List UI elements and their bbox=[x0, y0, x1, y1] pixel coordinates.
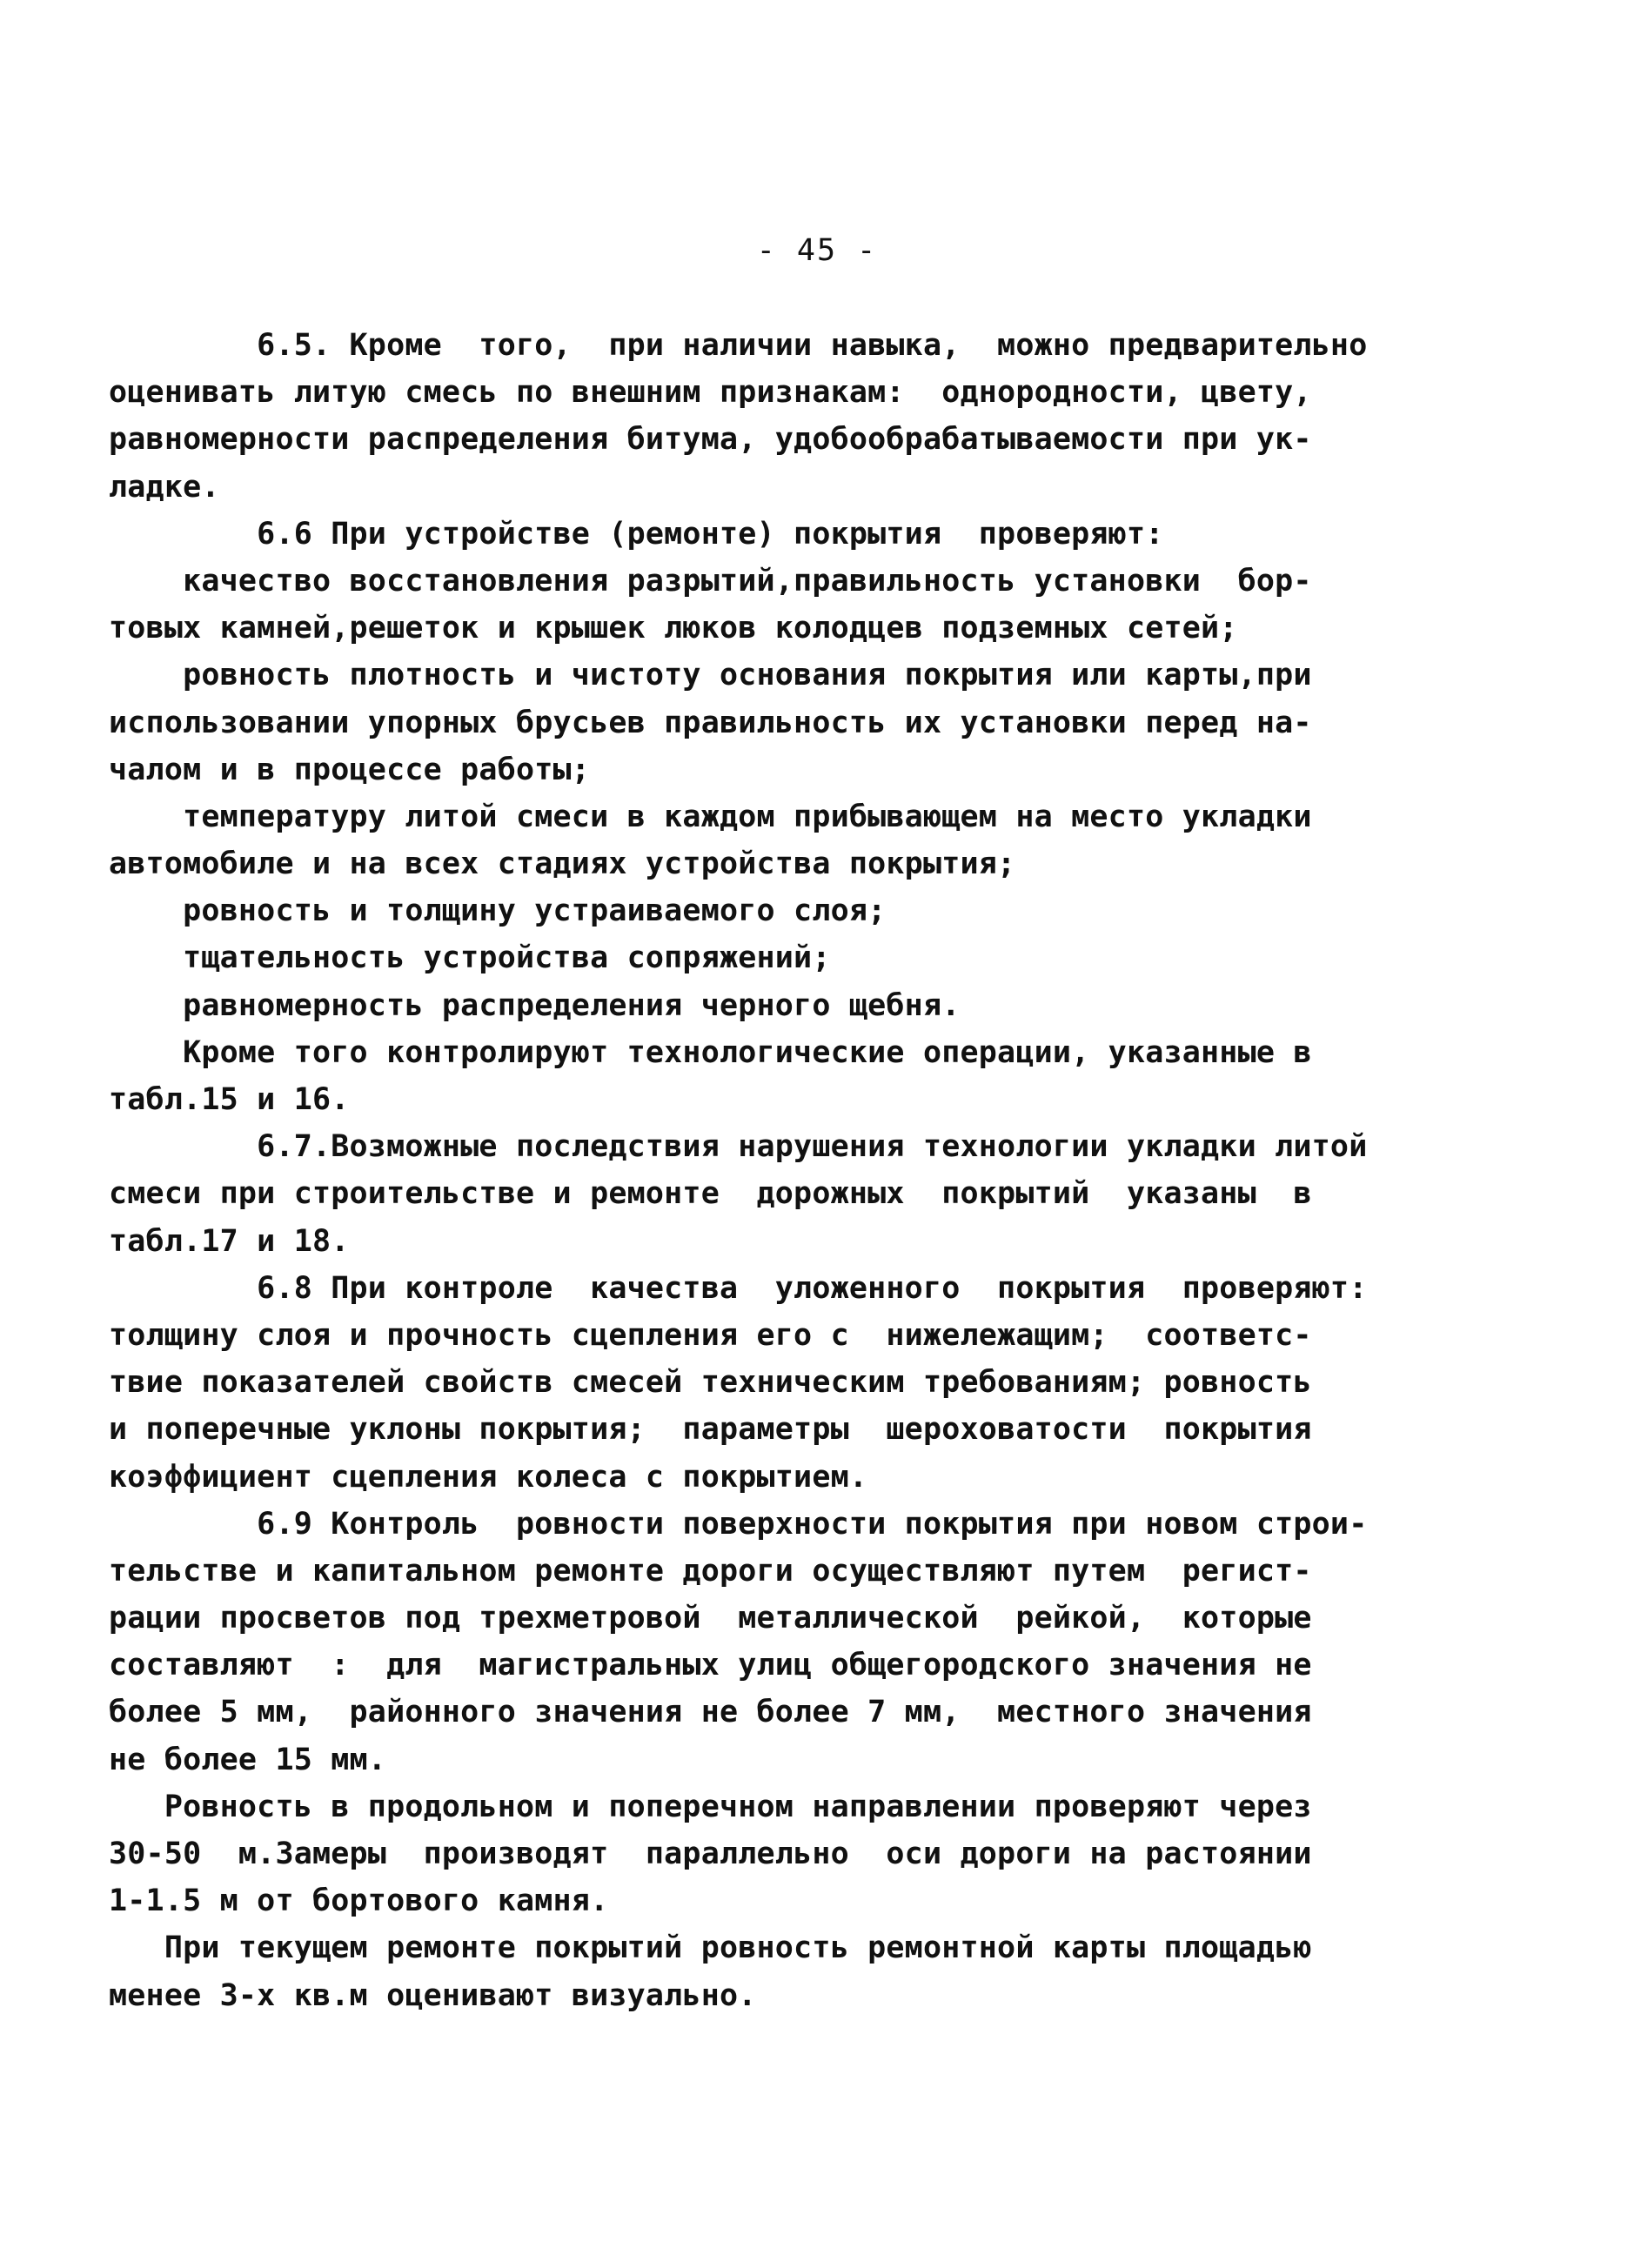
text-line: не более 15 мм. bbox=[109, 1742, 387, 1777]
text-line: равномерность распределения черного щебня. bbox=[109, 987, 961, 1023]
text-line: 6.8 При контроле качества уложенного покрытия проверяют: bbox=[109, 1270, 1368, 1306]
text-line: ровность плотность и чистоту основания покрытия или карты,при bbox=[109, 658, 1312, 693]
text-line: тщательность устройства сопряжений; bbox=[109, 940, 831, 976]
text-line: При текущем ремонте покрытий ровность ремонтной карты площадью bbox=[109, 1930, 1312, 1966]
text-line: 30-50 м.Замеры производят параллельно оси дороги на растоянии bbox=[109, 1836, 1312, 1871]
text-line: более 5 мм, районного значения не более 7 мм, местного значения bbox=[109, 1695, 1312, 1730]
text-line: рации просветов под трехметровой металлической рейкой, которые bbox=[109, 1601, 1312, 1636]
text-line: и поперечные уклоны покрытия; параметры шероховатости покрытия bbox=[109, 1412, 1312, 1448]
page-number: - 45 - bbox=[756, 233, 878, 268]
body-text bbox=[109, 322, 1368, 2019]
text-line: табл.15 и 16. bbox=[109, 1082, 350, 1117]
text-line: качество восстановления разрытий,правильность установки бор- bbox=[109, 563, 1312, 599]
text-line: автомобиле и на всех стадиях устройства покрытия; bbox=[109, 846, 1016, 882]
text-line: равномерности распределения битума, удобообрабатываемости при ук- bbox=[109, 422, 1312, 458]
text-line: Ровность в продольном и поперечном направлении проверяют через bbox=[109, 1789, 1312, 1824]
text-line: смеси при строительстве и ремонте дорожных покрытий указаны в bbox=[109, 1176, 1312, 1212]
text-line: 6.5. Кроме того, при наличии навыка, можно предварительно bbox=[109, 328, 1368, 363]
text-line: составляют : для магистральных улиц общегородского значения не bbox=[109, 1648, 1312, 1683]
text-line: тельстве и капитальном ремонте дороги осуществляют путем регист- bbox=[109, 1553, 1312, 1589]
text-line: толщину слоя и прочность сцепления его с нижележащим; соответс- bbox=[109, 1317, 1312, 1353]
text-line: оценивать литую смесь по внешним признакам: однородности, цвету, bbox=[109, 375, 1312, 411]
text-line: табл.17 и 18. bbox=[109, 1223, 350, 1259]
text-line: 6.7.Возможные последствия нарушения технологии укладки литой bbox=[109, 1129, 1368, 1165]
text-line: менее 3-х кв.м оценивают визуально. bbox=[109, 1977, 757, 2013]
text-line: использовании упорных брусьев правильность их установки перед на- bbox=[109, 705, 1312, 740]
text-line: 6.9 Контроль ровности поверхности покрытия при новом строи- bbox=[109, 1506, 1368, 1542]
text-line: температуру литой смеси в каждом прибывающем на место укладки bbox=[109, 799, 1312, 834]
text-line: Кроме того контролируют технологические операции, указанные в bbox=[109, 1034, 1312, 1070]
text-line: товых камней,решеток и крышек люков колодцев подземных сетей; bbox=[109, 611, 1238, 646]
text-line: 6.6 При устройстве (ремонте) покрытия проверяют: bbox=[109, 516, 1164, 552]
text-line: ладке. bbox=[109, 469, 220, 505]
text-line: 1-1.5 м от бортового камня. bbox=[109, 1883, 609, 1919]
text-line: ровность и толщину устраиваемого слоя; bbox=[109, 893, 887, 929]
text-line: чалом и в процессе работы; bbox=[109, 752, 591, 787]
text-line: твие показателей свойств смесей техническим требованиям; ровность bbox=[109, 1365, 1312, 1401]
text-line: коэффициент сцепления колеса с покрытием. bbox=[109, 1459, 868, 1495]
